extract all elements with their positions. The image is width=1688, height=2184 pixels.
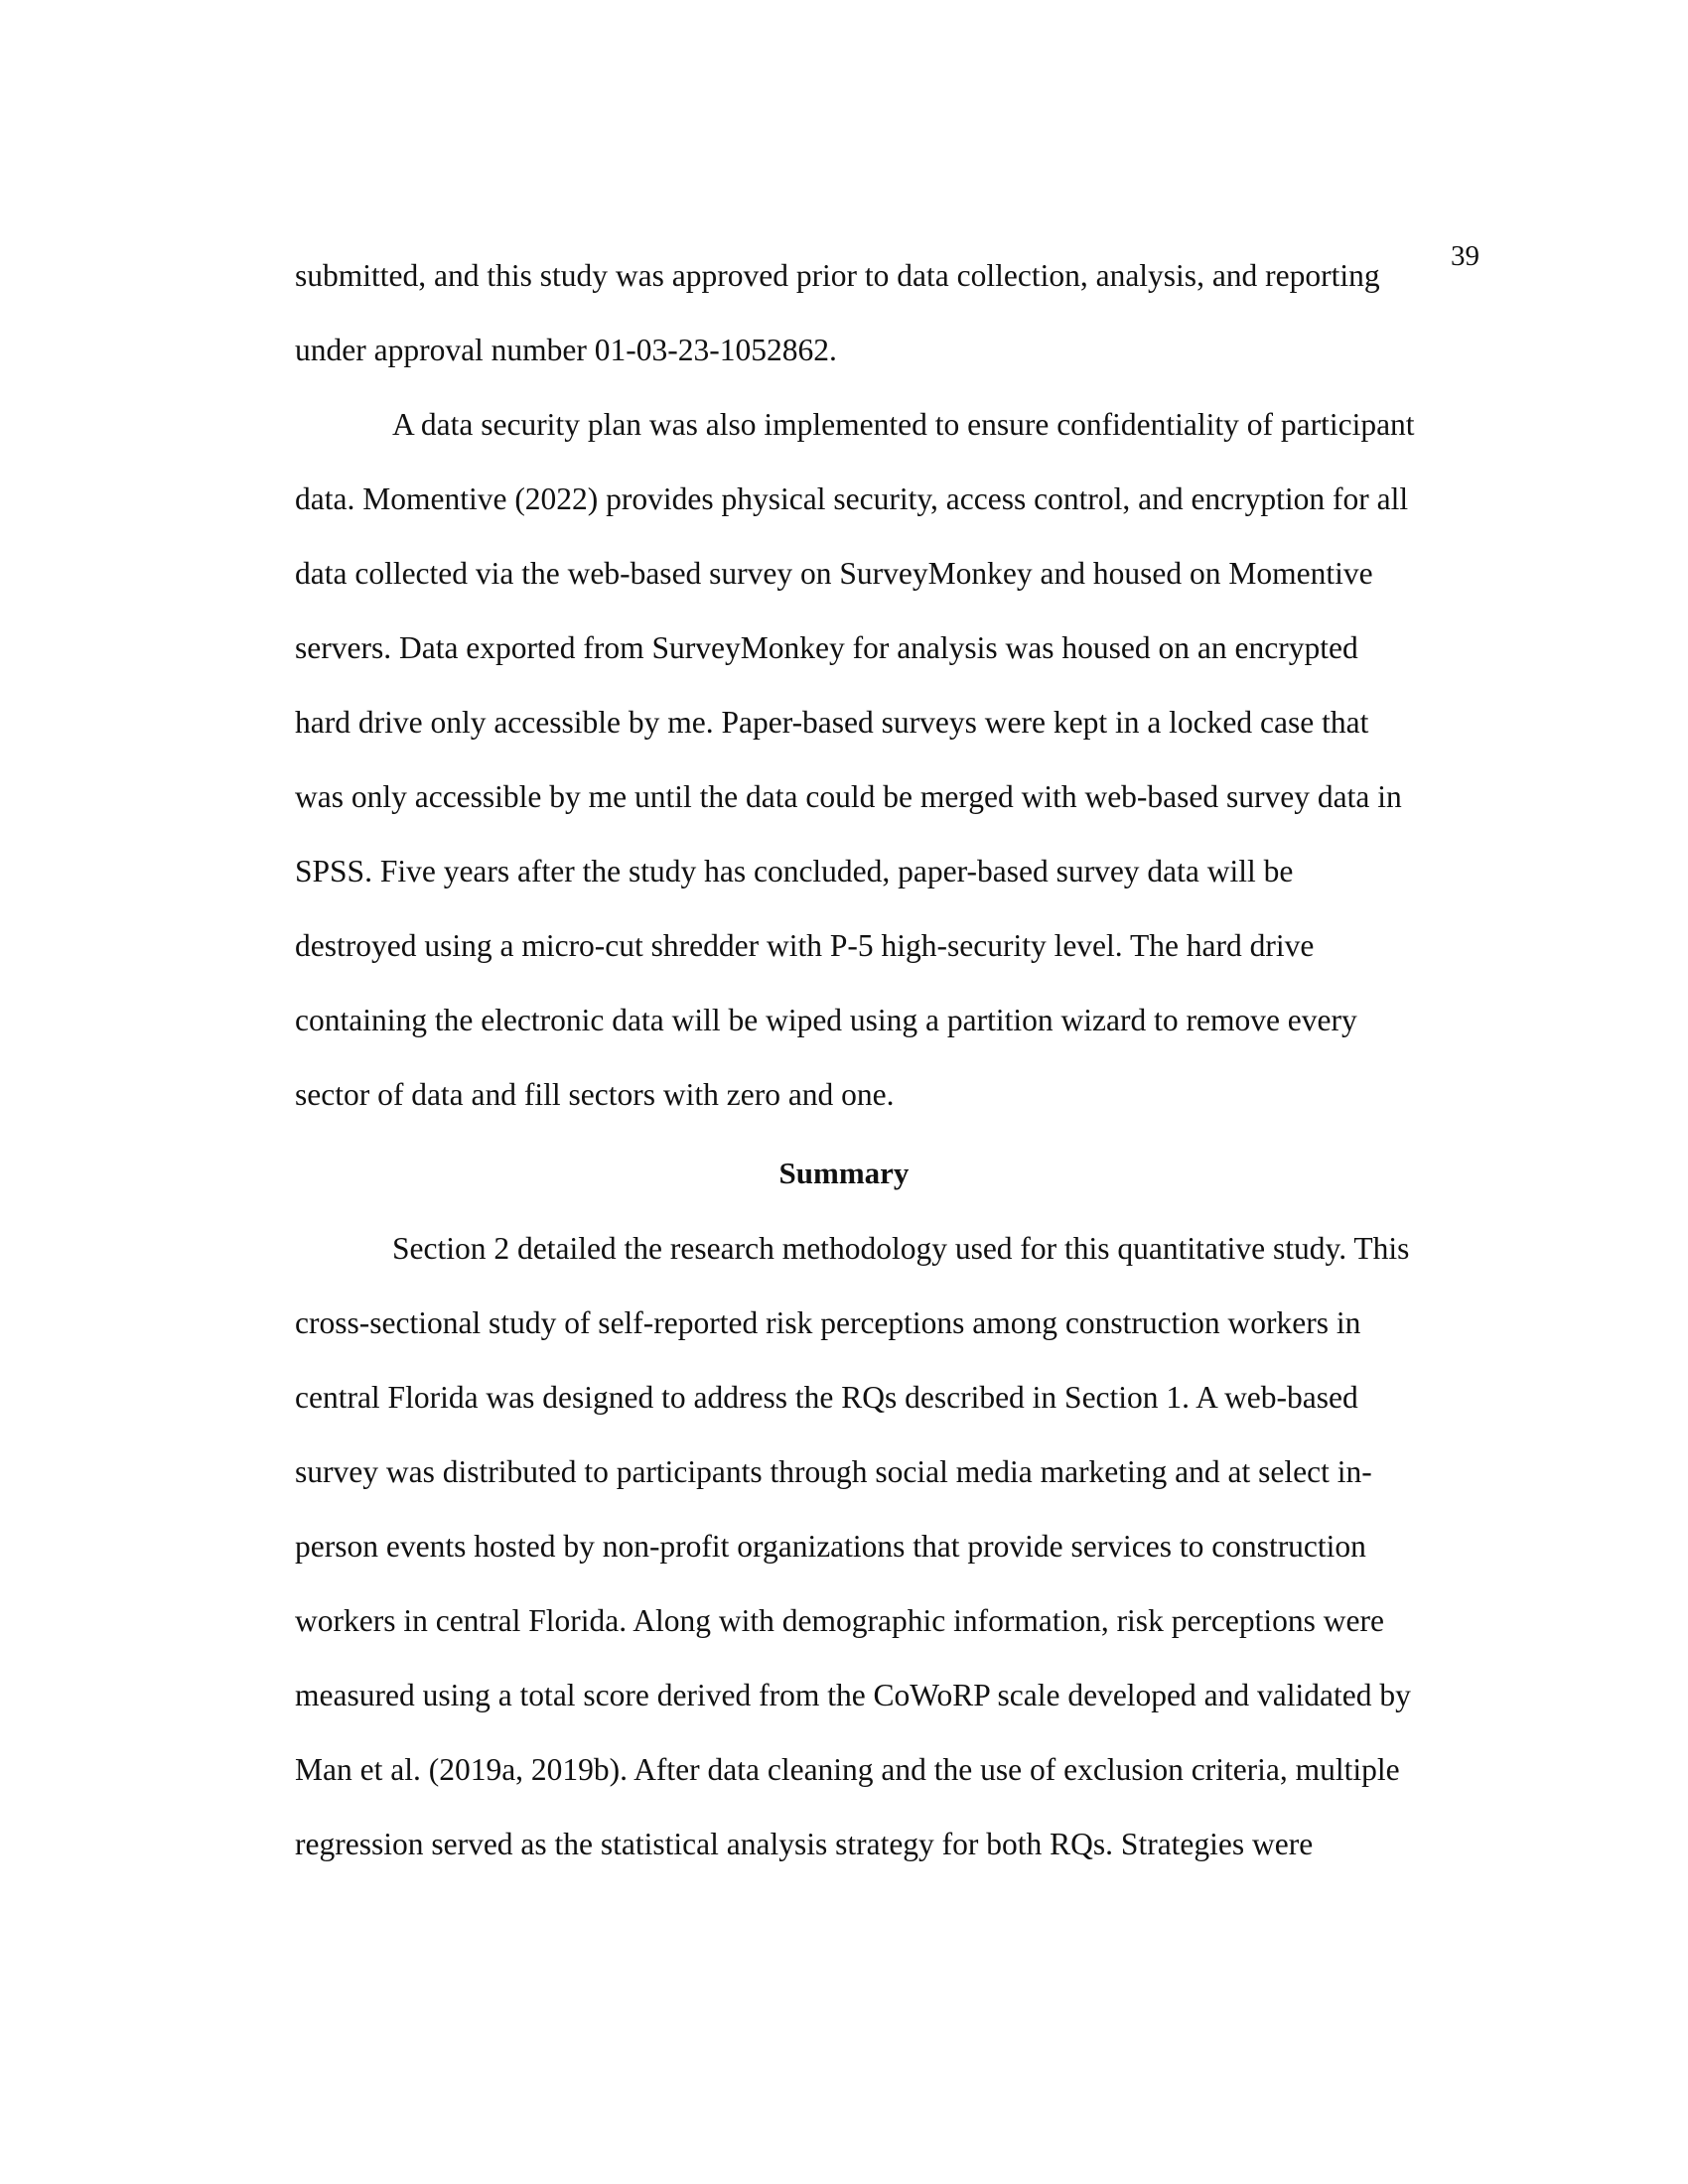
text-line: workers in central Florida. Along with demographic information, risk perceptions were [295,1603,1384,1638]
text-line: measured using a total score derived from the CoWoRP scale developed and validated by [295,1678,1411,1712]
text-line: regression served as the statistical analysis strategy for both RQs. Strategies were [295,1827,1314,1861]
text-line: SPSS. Five years after the study has concluded, paper-based survey data will be [295,854,1294,888]
text-line: person events hosted by non-profit organizations that provide services to construction [295,1529,1366,1564]
text-line: destroyed using a micro-cut shredder with P-5 high-security level. The hard drive [295,928,1315,963]
text-line: data. Momentive (2022) provides physical security, access control, and encryption for all [295,481,1409,516]
text-line: Section 2 detailed the research methodology used for this quantitative study. This [392,1231,1410,1266]
text-line: containing the electronic data will be wiped using a partition wizard to remove every [295,1003,1357,1037]
text-line: sector of data and fill sectors with zero and one. [295,1077,895,1112]
page-number: 39 [1451,240,1479,272]
text-line: survey was distributed to participants through social media marketing and at select in- [295,1454,1372,1489]
text-line: hard drive only accessible by me. Paper-based surveys were kept in a locked case that [295,705,1369,740]
text-line: data collected via the web-based survey on SurveyMonkey and housed on Momentive [295,556,1373,591]
text-line: was only accessible by me until the data could be merged with web-based survey data in [295,779,1402,814]
text-line: submitted, and this study was approved prior to data collection, analysis, and reporting [295,258,1380,293]
text-line: Man et al. (2019a, 2019b). After data cleaning and the use of exclusion criteria, multiple [295,1752,1400,1787]
text-line: under approval number 01-03-23-1052862. [295,333,837,367]
text-line: A data security plan was also implemented to ensure confidentiality of participant [392,407,1415,442]
text-line: servers. Data exported from SurveyMonkey for analysis was housed on an encrypted [295,630,1358,665]
text-line: cross-sectional study of self-reported risk perceptions among construction workers in [295,1305,1361,1340]
text-line: central Florida was designed to address the RQs described in Section 1. A web-based [295,1380,1358,1415]
section-heading: Summary [778,1156,910,1190]
